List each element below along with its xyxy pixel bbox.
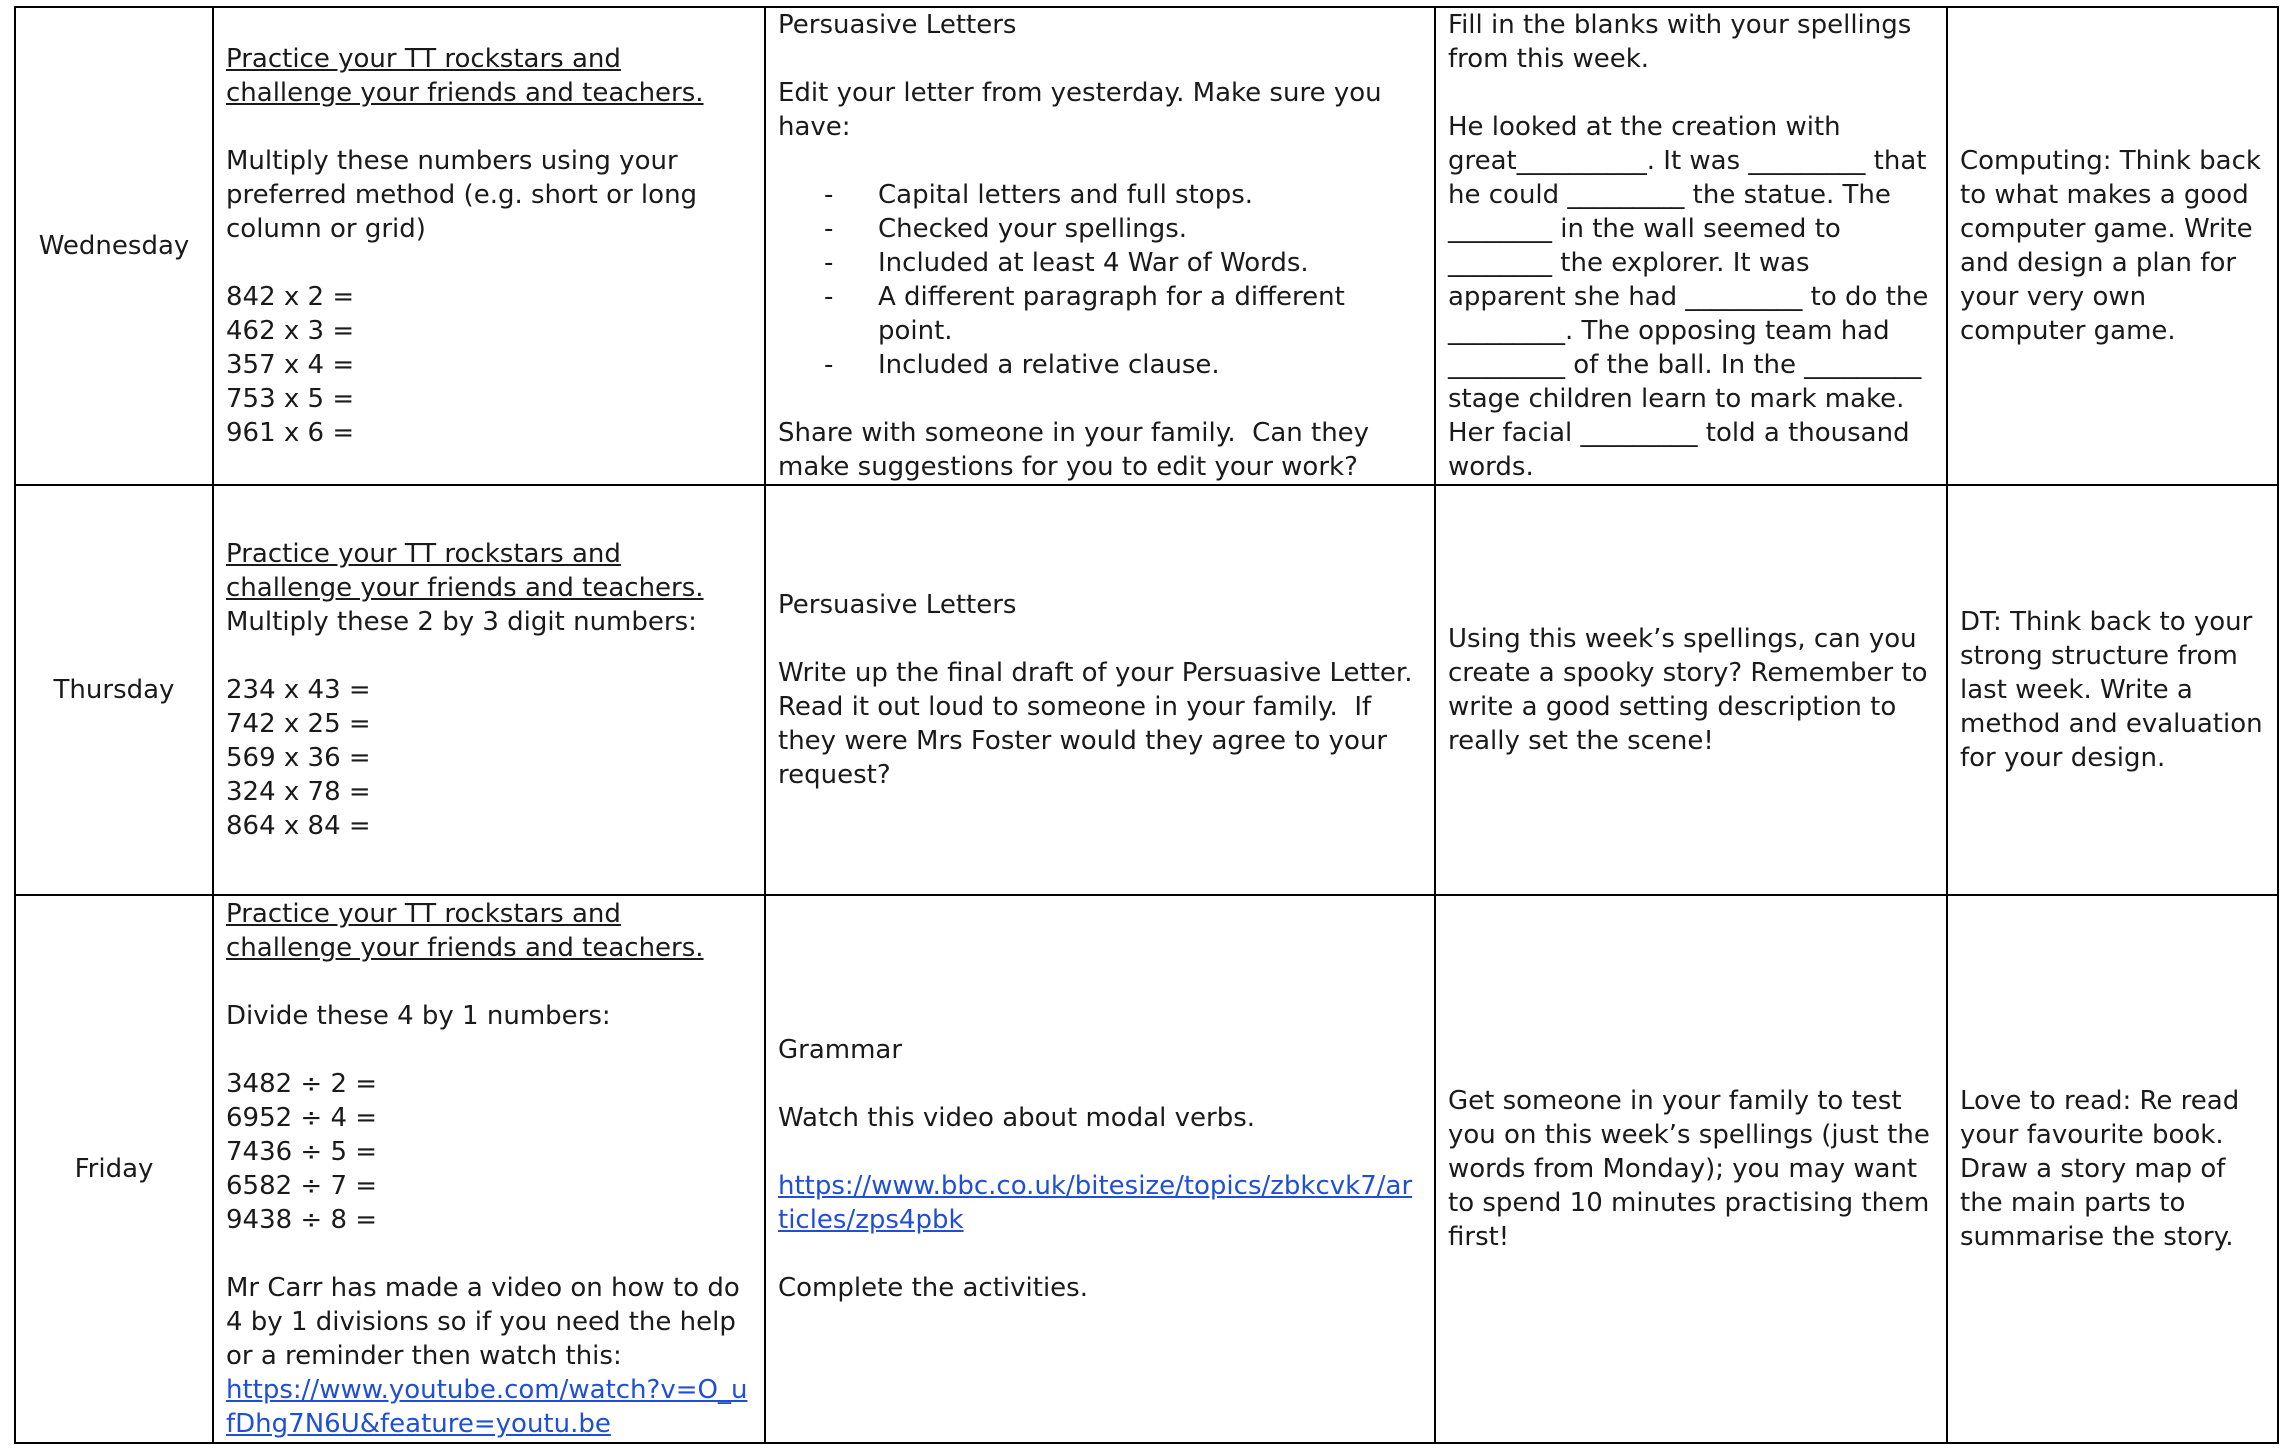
maths-cell bbox=[213, 485, 765, 895]
topic-text: Computing: Think back to what makes a good computer game. Write and design a plan for your very own computer game. bbox=[1960, 146, 2270, 346]
english-closing: Share with someone in your family. Can they make suggestions for you to edit your work? bbox=[778, 418, 1378, 482]
spelling-passage: He looked at the creation with great__________. It was _________ that he could _________ the statue. The ________ in the wall seemed to ________ the explorer. It was apparent she had _________ to do the _________. The opposing team had _________ of the ball. In the _________ stage children learn to mark make. Her facial _________ told a thousand words. bbox=[1448, 112, 1937, 482]
maths-problem: 357 x 4 = bbox=[226, 350, 355, 380]
english-cell bbox=[765, 895, 1435, 1443]
maths-problem: 569 x 36 = bbox=[226, 743, 371, 773]
english-cell bbox=[765, 485, 1435, 895]
maths-problem: 7436 ÷ 5 = bbox=[226, 1137, 378, 1167]
maths-heading: challenge your friends and teachers. bbox=[226, 933, 704, 963]
list-item: - Included at least 4 War of Words. bbox=[824, 248, 1309, 278]
maths-heading: Practice your TT rockstars and bbox=[226, 539, 621, 569]
maths-heading: challenge your friends and teachers. bbox=[226, 573, 704, 603]
maths-heading: Practice your TT rockstars and bbox=[226, 899, 621, 929]
maths-problem: 324 x 78 = bbox=[226, 777, 371, 807]
english-cell bbox=[765, 7, 1435, 485]
spelling-instruction: Fill in the blanks with your spellings from this week. bbox=[1448, 10, 1920, 74]
spelling-cell bbox=[1435, 895, 1947, 1443]
day-cell: Thursday bbox=[15, 485, 213, 895]
english-title: Persuasive Letters bbox=[778, 10, 1017, 40]
day-cell: Friday bbox=[15, 895, 213, 1443]
maths-problem: 234 x 43 = bbox=[226, 675, 371, 705]
maths-heading: challenge your friends and teachers. bbox=[226, 78, 704, 108]
youtube-video-link[interactable]: https://www.youtube.com/watch?v=O_ufDhg7N6U&feature=youtu.be bbox=[226, 1375, 748, 1439]
english-title: Grammar bbox=[778, 1035, 903, 1065]
english-instruction: Watch this video about modal verbs. bbox=[778, 1103, 1256, 1133]
table-row-friday bbox=[15, 895, 2278, 1443]
table-row-thursday bbox=[15, 485, 2278, 895]
edit-checklist bbox=[778, 178, 1422, 382]
spelling-cell bbox=[1435, 7, 1947, 485]
list-item: - A different paragraph for a different point. bbox=[824, 282, 1345, 346]
topic-cell bbox=[1947, 485, 2278, 895]
spelling-text: Get someone in your family to test you on this week’s spellings (just the words from Monday); you may want to spend 10 minutes practising them first! bbox=[1448, 1086, 1939, 1252]
english-closing: Complete the activities. bbox=[778, 1273, 1088, 1303]
maths-problem: 9438 ÷ 8 = bbox=[226, 1205, 378, 1235]
english-body: Write up the final draft of your Persuasive Letter. Read it out loud to someone in your family. If they were Mrs Foster would they agree to your request? bbox=[778, 658, 1421, 790]
maths-cell bbox=[213, 895, 765, 1443]
maths-instruction: Divide these 4 by 1 numbers: bbox=[226, 1001, 611, 1031]
home-learning-table bbox=[14, 6, 2279, 1444]
bbc-bitesize-link[interactable]: https://www.bbc.co.uk/bitesize/topics/zbkcvk7/articles/zps4pbk bbox=[778, 1171, 1413, 1235]
weekly-plan bbox=[14, 6, 2279, 1444]
topic-text: Love to read: Re read your favourite book. Draw a story map of the main parts to summarise the story. bbox=[1960, 1086, 2248, 1252]
maths-instruction: Multiply these numbers using your preferred method (e.g. short or long column or grid) bbox=[226, 146, 706, 244]
video-note: Mr Carr has made a video on how to do 4 by 1 divisions so if you need the help or a reminder then watch this: bbox=[226, 1273, 748, 1371]
maths-problem: 842 x 2 = bbox=[226, 282, 355, 312]
maths-problem: 6952 ÷ 4 = bbox=[226, 1103, 378, 1133]
spelling-text: Using this week’s spellings, can you create a spooky story? Remember to write a good setting description to really set the scene! bbox=[1448, 624, 1936, 756]
table-row-wednesday bbox=[15, 7, 2278, 485]
topic-cell bbox=[1947, 895, 2278, 1443]
maths-problem: 961 x 6 = bbox=[226, 418, 355, 448]
day-cell: Wednesday bbox=[15, 7, 213, 485]
maths-problem: 742 x 25 = bbox=[226, 709, 371, 739]
english-instruction: Edit your letter from yesterday. Make sure you have: bbox=[778, 78, 1390, 142]
topic-cell bbox=[1947, 7, 2278, 485]
maths-problem: 6582 ÷ 7 = bbox=[226, 1171, 378, 1201]
maths-heading: Practice your TT rockstars and bbox=[226, 44, 621, 74]
maths-instruction: Multiply these 2 by 3 digit numbers: bbox=[226, 607, 697, 637]
list-item: - Capital letters and full stops. bbox=[824, 180, 1254, 210]
list-item: - Checked your spellings. bbox=[824, 214, 1188, 244]
maths-problem: 3482 ÷ 2 = bbox=[226, 1069, 378, 1099]
maths-cell bbox=[213, 7, 765, 485]
topic-text: DT: Think back to your strong structure from last week. Write a method and evaluation for your design. bbox=[1960, 607, 2271, 773]
maths-problem: 462 x 3 = bbox=[226, 316, 355, 346]
list-item: - Included a relative clause. bbox=[824, 350, 1220, 380]
english-title: Persuasive Letters bbox=[778, 590, 1017, 620]
spelling-cell bbox=[1435, 485, 1947, 895]
maths-problem: 864 x 84 = bbox=[226, 811, 371, 841]
maths-problem: 753 x 5 = bbox=[226, 384, 355, 414]
